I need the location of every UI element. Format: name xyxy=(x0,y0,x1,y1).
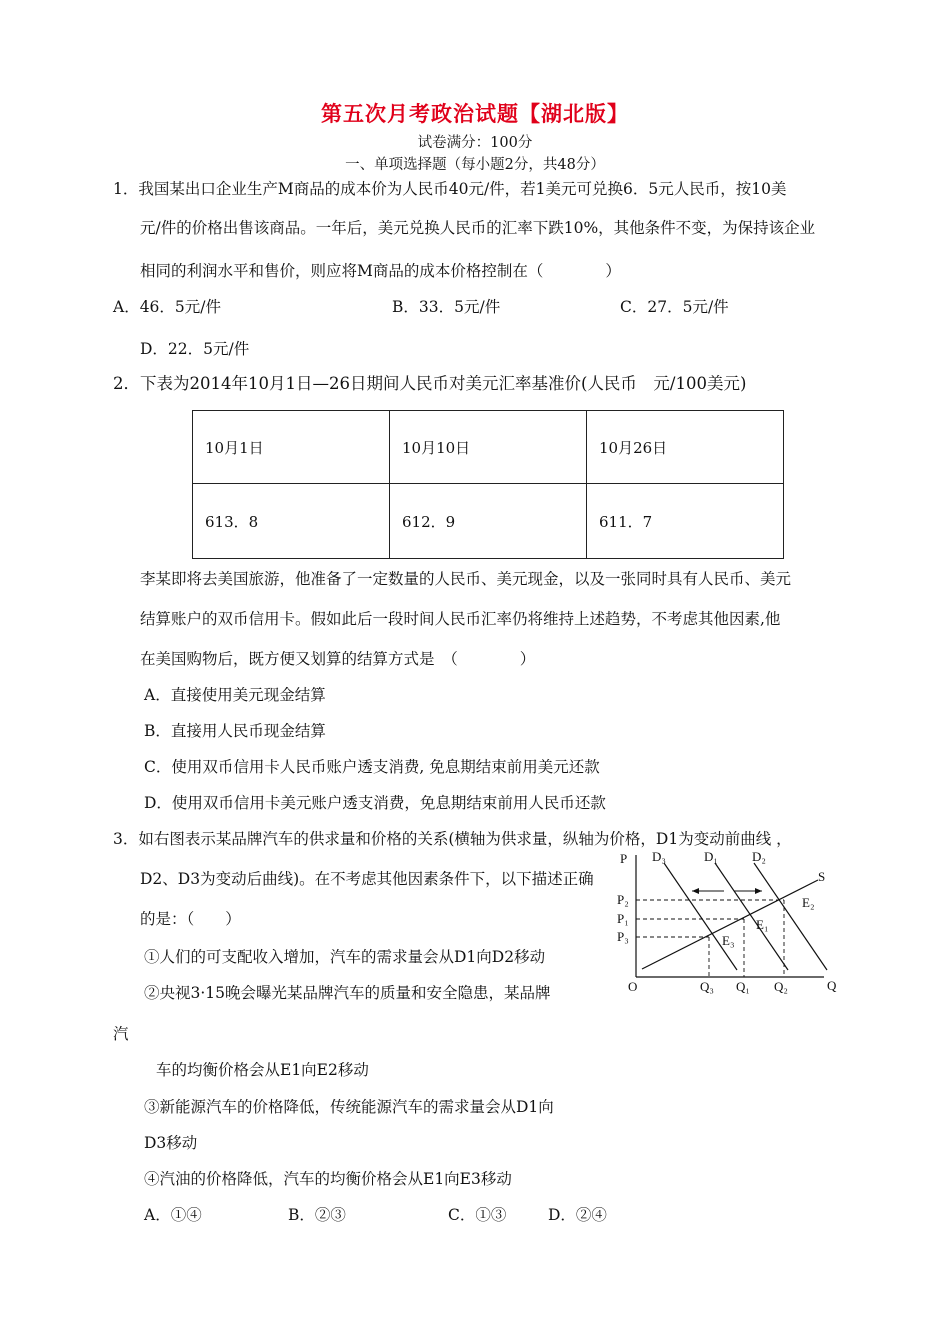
section-heading: 一、单项选择题（每小题2分，共48分） xyxy=(345,157,605,173)
full-score: 试卷满分：100分 xyxy=(417,135,533,151)
q1-option-a: A．46．5元/件 xyxy=(113,298,222,316)
q1-option-c: C．27．5元/件 xyxy=(620,298,729,316)
label-e3: E₃ xyxy=(722,933,735,948)
table-cell: 611．7 xyxy=(587,484,784,559)
q3-option-c: C．①③ xyxy=(448,1206,507,1224)
table-row xyxy=(193,484,784,559)
label-p3: P₃ xyxy=(617,929,629,944)
label-q2: Q₂ xyxy=(774,979,788,994)
label-q1: Q₁ xyxy=(736,979,750,994)
table-row xyxy=(193,411,784,484)
q3-statement-4: ④汽油的价格降低，汽车的均衡价格会从E1向E3移动 xyxy=(144,1170,512,1188)
label-d3: D₃ xyxy=(652,849,666,864)
q1-line2: 元/件的价格出售该商品。一年后，美元兑换人民币的汇率下跌10%，其他条件不变，为保持该企业 xyxy=(140,219,816,237)
label-q3: Q₃ xyxy=(700,979,714,994)
q2-option-a: A．直接使用美元现金结算 xyxy=(144,686,326,704)
exchange-rate-table xyxy=(192,410,784,559)
label-p2: P₂ xyxy=(617,892,629,907)
q3-line2: D2、D3为变动后曲线)。在不考虑其他因素条件下，以下描述正确 xyxy=(140,870,594,888)
table-cell: 10月26日 xyxy=(587,411,784,484)
q3-statement-3b: D3移动 xyxy=(144,1134,198,1152)
q3-statement-2b: 汽 xyxy=(113,1025,129,1043)
q3-statement-2c: 车的均衡价格会从E1向E2移动 xyxy=(156,1061,369,1079)
label-d2: D₂ xyxy=(752,849,766,864)
q3-option-d: D．②④ xyxy=(548,1206,607,1224)
q1-line3: 相同的利润水平和售价，则应将M商品的成本价格控制在（ ） xyxy=(140,262,621,280)
q3-statement-2a: ②央视3·15晚会曝光某品牌汽车的质量和安全隐患，某品牌 xyxy=(144,984,551,1002)
label-s: S xyxy=(818,869,826,884)
q1-option-d: D．22．5元/件 xyxy=(140,340,250,358)
label-p1: P₁ xyxy=(617,911,629,926)
q2-para3: 在美国购物后，既方便又划算的结算方式是 （ ） xyxy=(140,650,536,668)
q2-para1: 李某即将去美国旅游，他准备了一定数量的人民币、美元现金，以及一张同时具有人民币、美元 xyxy=(140,570,792,588)
q3-line3: 的是：（ ） xyxy=(140,910,241,928)
guide-lines xyxy=(636,900,784,977)
q1-line1: 1．我国某出口企业生产M商品的成本价为人民币40元/件，若1美元可兑换6．5元人民币，按10美 xyxy=(113,180,787,198)
table-cell: 612．9 xyxy=(390,484,587,559)
q3-statement-3a: ③新能源汽车的价格降低，传统能源汽车的需求量会从D1向 xyxy=(144,1098,554,1116)
label-e1: E₁ xyxy=(756,917,769,932)
q2-option-b: B．直接用人民币现金结算 xyxy=(144,722,326,740)
q3-option-a: A．①④ xyxy=(144,1206,202,1224)
q2-option-d: D．使用双币信用卡美元账户透支消费，免息期结束前用人民币还款 xyxy=(144,794,606,812)
label-d1: D₁ xyxy=(704,849,718,864)
origin-label: O xyxy=(628,979,638,994)
supply-demand-graph xyxy=(612,845,848,995)
table-cell: 613．8 xyxy=(193,484,390,559)
page-title: 第五次月考政治试题【湖北版】 xyxy=(321,102,629,126)
supply-curve xyxy=(642,880,818,969)
q1-option-b: B．33．5元/件 xyxy=(392,298,501,316)
axis-label-q: Q xyxy=(827,978,837,993)
q2-stem: 2．下表为2014年10月1日—26日期间人民币对美元汇率基准价(人民币 元/100美元) xyxy=(113,374,747,393)
q3-option-b: B．②③ xyxy=(288,1206,346,1224)
axis-label-p: P xyxy=(620,851,628,866)
q3-statement-1: ①人们的可支配收入增加，汽车的需求量会从D1向D2移动 xyxy=(144,948,546,966)
q3-line1: 3．如右图表示某品牌汽车的供求量和价格的关系(横轴为供求量，纵轴为价格，D1为变动前曲线 ， xyxy=(113,830,792,848)
q2-option-c: C．使用双币信用卡人民币账户透支消费, 免息期结束前用美元还款 xyxy=(144,758,600,776)
q2-para2: 结算账户的双币信用卡。假如此后一段时间人民币汇率仍将维持上述趋势，不考虑其他因素,他 xyxy=(140,610,781,628)
table-cell: 10月1日 xyxy=(193,411,390,484)
label-e2: E₂ xyxy=(802,895,815,910)
table-cell: 10月10日 xyxy=(390,411,587,484)
